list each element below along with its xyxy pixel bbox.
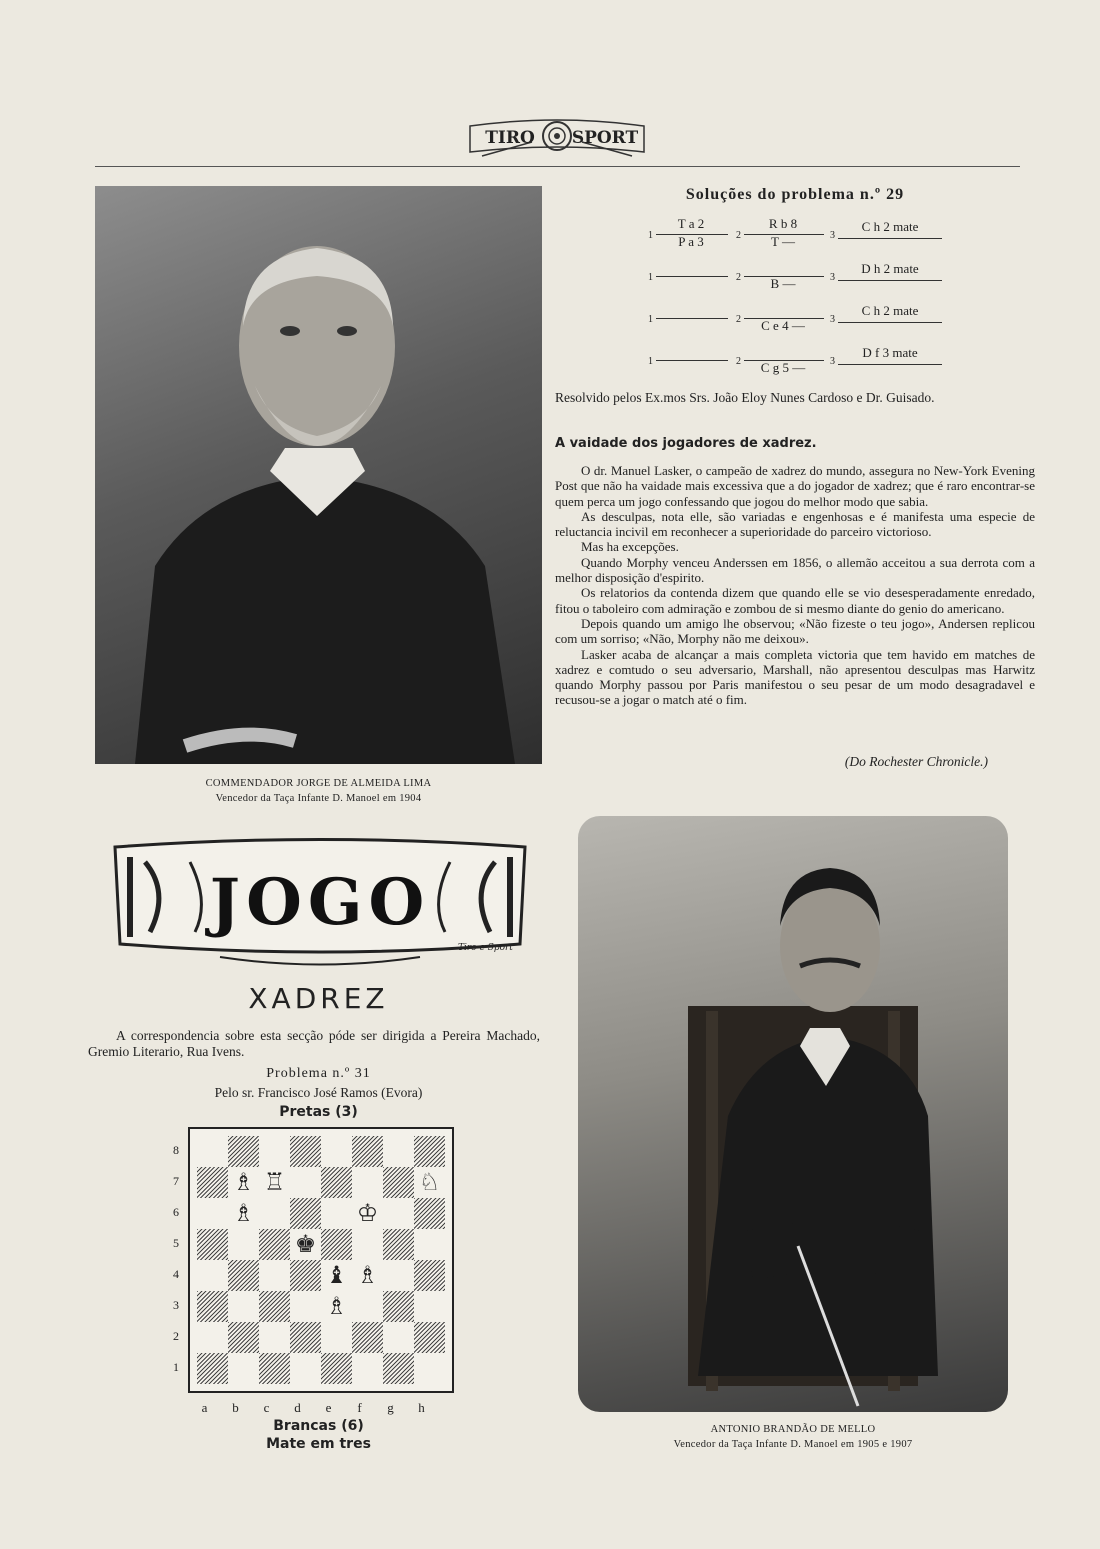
- board-square: [383, 1229, 414, 1260]
- chess-board: [188, 1127, 454, 1393]
- white-king-icon: ♔: [352, 1198, 383, 1229]
- article-paragraph: Os relatorios da contenda dizem que quando elle se vio desesperadamente enredado, fitou o taboleiro com admiração e zombou de si mesmo diante do genio do americano.: [555, 585, 1035, 616]
- move-top: C h 2 mate: [861, 219, 919, 234]
- white-pieces-label: Brancas (6): [273, 1418, 364, 1434]
- article-paragraph: Mas ha excepções.: [581, 539, 679, 555]
- board-square: [352, 1291, 383, 1322]
- file-label: f: [357, 1400, 362, 1415]
- file-label: g: [387, 1400, 394, 1415]
- article-source: (Do Rochester Chronicle.): [844, 754, 988, 769]
- move-bottom: P a 3: [678, 234, 704, 249]
- board-square: [383, 1260, 414, 1291]
- move-number: 1: [648, 230, 653, 241]
- solved-by-text: Resolvido pelos Ex.mos Srs. João Eloy Nunes Cardoso e Dr. Guisado.: [555, 390, 935, 405]
- board-square: [383, 1136, 414, 1167]
- photo1-caption-name: COMMENDADOR JORGE DE ALMEIDA LIMA: [205, 778, 432, 789]
- move-bottom: C e 4 —: [761, 318, 805, 333]
- board-square: [197, 1229, 228, 1260]
- white-bishop-icon: ♗: [321, 1291, 352, 1322]
- white-bishop-icon: ♗: [352, 1260, 383, 1291]
- board-square: [321, 1353, 352, 1384]
- board-square: [383, 1167, 414, 1198]
- board-square: [290, 1198, 321, 1229]
- board-square: [414, 1291, 445, 1322]
- board-square: [228, 1136, 259, 1167]
- file-label: b: [232, 1400, 239, 1415]
- board-square: [321, 1136, 352, 1167]
- move-number: 2: [736, 230, 741, 241]
- problem-goal: Mate em tres: [266, 1436, 371, 1452]
- board-square: [321, 1167, 352, 1198]
- white-rook-icon: ♖: [259, 1167, 290, 1198]
- move-top: T a 2: [677, 216, 705, 231]
- rank-label: 3: [173, 1298, 179, 1312]
- move-bottom: T —: [771, 234, 795, 249]
- black-king-icon: ♚: [290, 1229, 321, 1260]
- move-number: 3: [830, 272, 835, 283]
- board-square: [383, 1291, 414, 1322]
- board-square: [414, 1353, 445, 1384]
- move-top: D h 2 mate: [861, 261, 919, 276]
- board-square: [259, 1322, 290, 1353]
- board-square: [352, 1229, 383, 1260]
- board-square: [321, 1229, 352, 1260]
- portrait-photo-lima: [95, 186, 542, 764]
- article-paragraph: Depois quando um amigo lhe observou; «Não fizeste o teu jogo», Andersen replicou com um sorriso; «Não, Morphy não me deixou».: [555, 615, 1035, 647]
- board-square: [383, 1198, 414, 1229]
- masthead-logo: [462, 112, 652, 162]
- rank-label: 7: [173, 1174, 179, 1188]
- move-number: 2: [736, 272, 741, 283]
- move-number: 2: [736, 356, 741, 367]
- move-top: C h 2 mate: [861, 303, 919, 318]
- white-bishop-icon: ♗: [228, 1198, 259, 1229]
- article-paragraph: O dr. Manuel Lasker, o campeão de xadrez do mundo, assegura no New-York Evening Post que não ha vaidade mais excessiva que a do jogador de xadrez; que é raro encontrar-se quem perca um jogo confessando que jogou do melhor modo que sabia.: [555, 463, 1035, 509]
- jogo-banner-signature: Tiro e Sport: [458, 943, 513, 953]
- board-square: [197, 1260, 228, 1291]
- board-square: [228, 1260, 259, 1291]
- correspondence-note: A correspondencia sobre esta secção póde ser dirigida a Pereira Machado, Gremio Literario, Rua Ivens.: [88, 1028, 540, 1059]
- board-square: [228, 1229, 259, 1260]
- file-label: e: [325, 1400, 332, 1415]
- board-square: [290, 1353, 321, 1384]
- move-number: 1: [648, 272, 653, 283]
- board-square: [259, 1291, 290, 1322]
- article-paragraph: As desculpas, nota elle, são variadas e engenhosas e é manifesta uma especie de reluctancia incivil em reconhecer a superioridade do parceiro victorioso.: [555, 508, 1035, 540]
- move-number: 3: [830, 230, 835, 241]
- photo2-caption: [578, 1422, 1008, 1452]
- section-heading-xadrez: XADREZ: [248, 982, 389, 1015]
- board-square: [197, 1167, 228, 1198]
- jogo-banner-text: JOGO: [209, 865, 431, 940]
- board-square: [197, 1291, 228, 1322]
- move-number: 1: [648, 314, 653, 325]
- rank-label: 1: [173, 1360, 179, 1374]
- solution-row: [648, 300, 948, 344]
- rank-label: 5: [173, 1236, 179, 1250]
- board-square: [197, 1353, 228, 1384]
- board-square: [290, 1322, 321, 1353]
- solutions-title: Soluções do problema n.º 29: [685, 186, 905, 203]
- rank-label: 8: [173, 1143, 179, 1157]
- board-square: [228, 1322, 259, 1353]
- white-bishop-icon: ♗: [228, 1167, 259, 1198]
- board-square: [352, 1167, 383, 1198]
- file-label: h: [418, 1400, 425, 1415]
- rank-label: 6: [173, 1205, 179, 1219]
- svg-text:TIRO: TIRO: [485, 128, 535, 148]
- board-square: [259, 1198, 290, 1229]
- move-bottom: C g 5 —: [760, 360, 806, 375]
- move-number: 3: [830, 356, 835, 367]
- problem-title: Problema n.º 31: [266, 1066, 371, 1081]
- board-square: [321, 1198, 352, 1229]
- board-square: [414, 1260, 445, 1291]
- board-square: [290, 1136, 321, 1167]
- board-square: [197, 1136, 228, 1167]
- move-number: 2: [736, 314, 741, 325]
- board-square: [321, 1322, 352, 1353]
- move-number: 1: [648, 356, 653, 367]
- board-square: [352, 1136, 383, 1167]
- move-number: 3: [830, 314, 835, 325]
- board-square: [414, 1322, 445, 1353]
- board-square: [259, 1136, 290, 1167]
- board-square: [352, 1322, 383, 1353]
- board-square: [383, 1353, 414, 1384]
- board-square: [414, 1136, 445, 1167]
- move-top: D f 3 mate: [862, 345, 918, 360]
- board-square: [414, 1229, 445, 1260]
- article-paragraph: Lasker acaba de alcançar a mais completa victoria que tem havido em matches de xadrez e comtudo o seu adversario, Marshall, não apresentou desculpas mas Harwitz quando Morphy passou por Paris manifestou o seu pesar de um modo desagradavel e recusou-se a jogar o match até o fim.: [555, 646, 1035, 708]
- board-square: [290, 1291, 321, 1322]
- photo2-caption-sub: Vencedor da Taça Infante D. Manoel em 1905 e 1907: [673, 1439, 913, 1450]
- white-knight-icon: ♘: [414, 1167, 445, 1198]
- photo1-caption: [95, 776, 542, 806]
- solution-row: [648, 216, 948, 260]
- solution-row: [648, 342, 948, 386]
- jogo-banner: [100, 832, 540, 967]
- header-rule: [95, 166, 1020, 167]
- article-title: A vaidade dos jogadores de xadrez.: [555, 436, 817, 451]
- article-body: [555, 463, 1035, 708]
- black-bishop-icon: ♝: [321, 1260, 352, 1291]
- move-bottom: B —: [770, 276, 796, 291]
- solution-row: [648, 258, 948, 302]
- move-top: R b 8: [768, 216, 798, 231]
- photo1-caption-sub: Vencedor da Taça Infante D. Manoel em 1904: [215, 793, 422, 804]
- board-square: [259, 1353, 290, 1384]
- file-label: a: [201, 1400, 208, 1415]
- svg-text:SPORT: SPORT: [571, 128, 639, 148]
- board-square: [259, 1260, 290, 1291]
- file-label: d: [294, 1400, 301, 1415]
- board-square: [197, 1198, 228, 1229]
- rank-label: 4: [173, 1267, 179, 1281]
- file-label: c: [263, 1400, 270, 1415]
- problem-author: Pelo sr. Francisco José Ramos (Evora): [214, 1085, 423, 1100]
- portrait-photo-mello: [578, 816, 1008, 1412]
- black-pieces-label: Pretas (3): [279, 1104, 358, 1120]
- board-square: [228, 1353, 259, 1384]
- board-square: [197, 1322, 228, 1353]
- board-square: [259, 1229, 290, 1260]
- rank-label: 2: [173, 1329, 179, 1343]
- photo2-caption-name: ANTONIO BRANDÃO DE MELLO: [710, 1424, 876, 1435]
- board-square: [290, 1167, 321, 1198]
- board-square: [290, 1260, 321, 1291]
- board-square: [228, 1291, 259, 1322]
- board-square: [414, 1198, 445, 1229]
- board-square: [352, 1353, 383, 1384]
- board-square: [383, 1322, 414, 1353]
- article-paragraph: Quando Morphy venceu Anderssen em 1856, o allemão acceitou a sua derrota com a melhor disposição d'espirito.: [555, 554, 1035, 586]
